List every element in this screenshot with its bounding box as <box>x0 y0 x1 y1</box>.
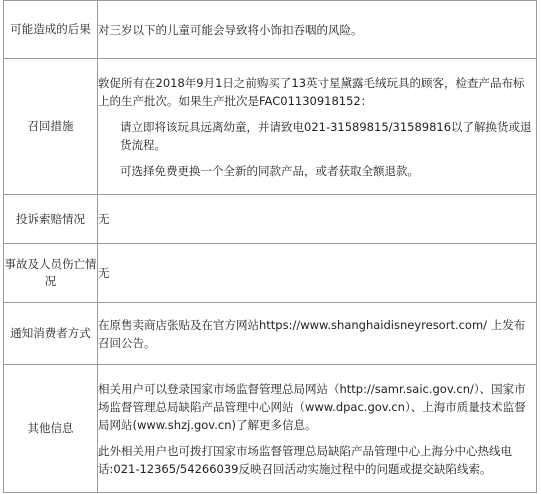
row-content-accidents <box>98 244 537 303</box>
row-content-other-info <box>98 365 537 493</box>
table-row <box>4 365 537 493</box>
recall-measures-step-contact: 请立即将该玩具远离幼童，并请致电021-31589815/31589816以了解换货或退货流程。 <box>120 119 532 152</box>
table-row <box>4 244 537 303</box>
row-content-complaints <box>98 195 537 244</box>
other-info-hotline: 此外相关用户也可拨打国家市场监督管理总局缺陷产品管理中心上海分中心热线电话:021-12365/54266039反映召回活动实施过程中的问题或提交缺陷线索。 <box>98 443 512 476</box>
table-row <box>4 1 537 59</box>
table-row <box>4 303 537 365</box>
row-content-recall-measures <box>98 59 537 195</box>
row-label-notification: 通知消费者方式 <box>4 303 98 365</box>
other-info-websites: 相关用户可以登录国家市场监督管理总局网站（http://samr.saic.gov.cn/）、国家市场监督管理总局缺陷产品管理中心网站（www.dpac.gov.cn）、上海市质量技术监督局网站(www.shzj.gov.cn)了解更多信息。 <box>98 381 526 432</box>
row-content-notification <box>98 303 537 365</box>
row-label-consequence: 可能造成的后果 <box>4 1 98 59</box>
row-label-other-info: 其他信息 <box>4 365 98 493</box>
row-label-complaints: 投诉索赔情况 <box>4 195 98 244</box>
recall-info-table <box>3 0 537 493</box>
recall-measures-intro: 敦促所有在2018年9月1日之前购买了13英寸星黛露毛绒玩具的顾客，检查产品布标上的生产批次。如果生产批次是FAC01130918152： <box>98 75 525 108</box>
row-label-recall-measures: 召回措施 <box>4 59 98 195</box>
complaints-text: 无 <box>98 212 110 226</box>
consequence-text: 对三岁以下的儿童可能会导致将小饰扣吞咽的风险。 <box>98 22 363 37</box>
row-content-consequence <box>98 1 537 59</box>
recall-measures-step-exchange: 可选择免费更换一个全新的同款产品，或者获取全额退款。 <box>120 163 419 178</box>
accidents-text: 无 <box>98 266 110 280</box>
table-row <box>4 195 537 244</box>
table-row <box>4 59 537 195</box>
row-label-accidents: 事故及人员伤亡情况 <box>4 244 98 303</box>
notification-text: 在原售卖商店张贴及在官方网站https://www.shanghaidisneyresort.com/ 上发布召回公告。 <box>98 317 526 350</box>
